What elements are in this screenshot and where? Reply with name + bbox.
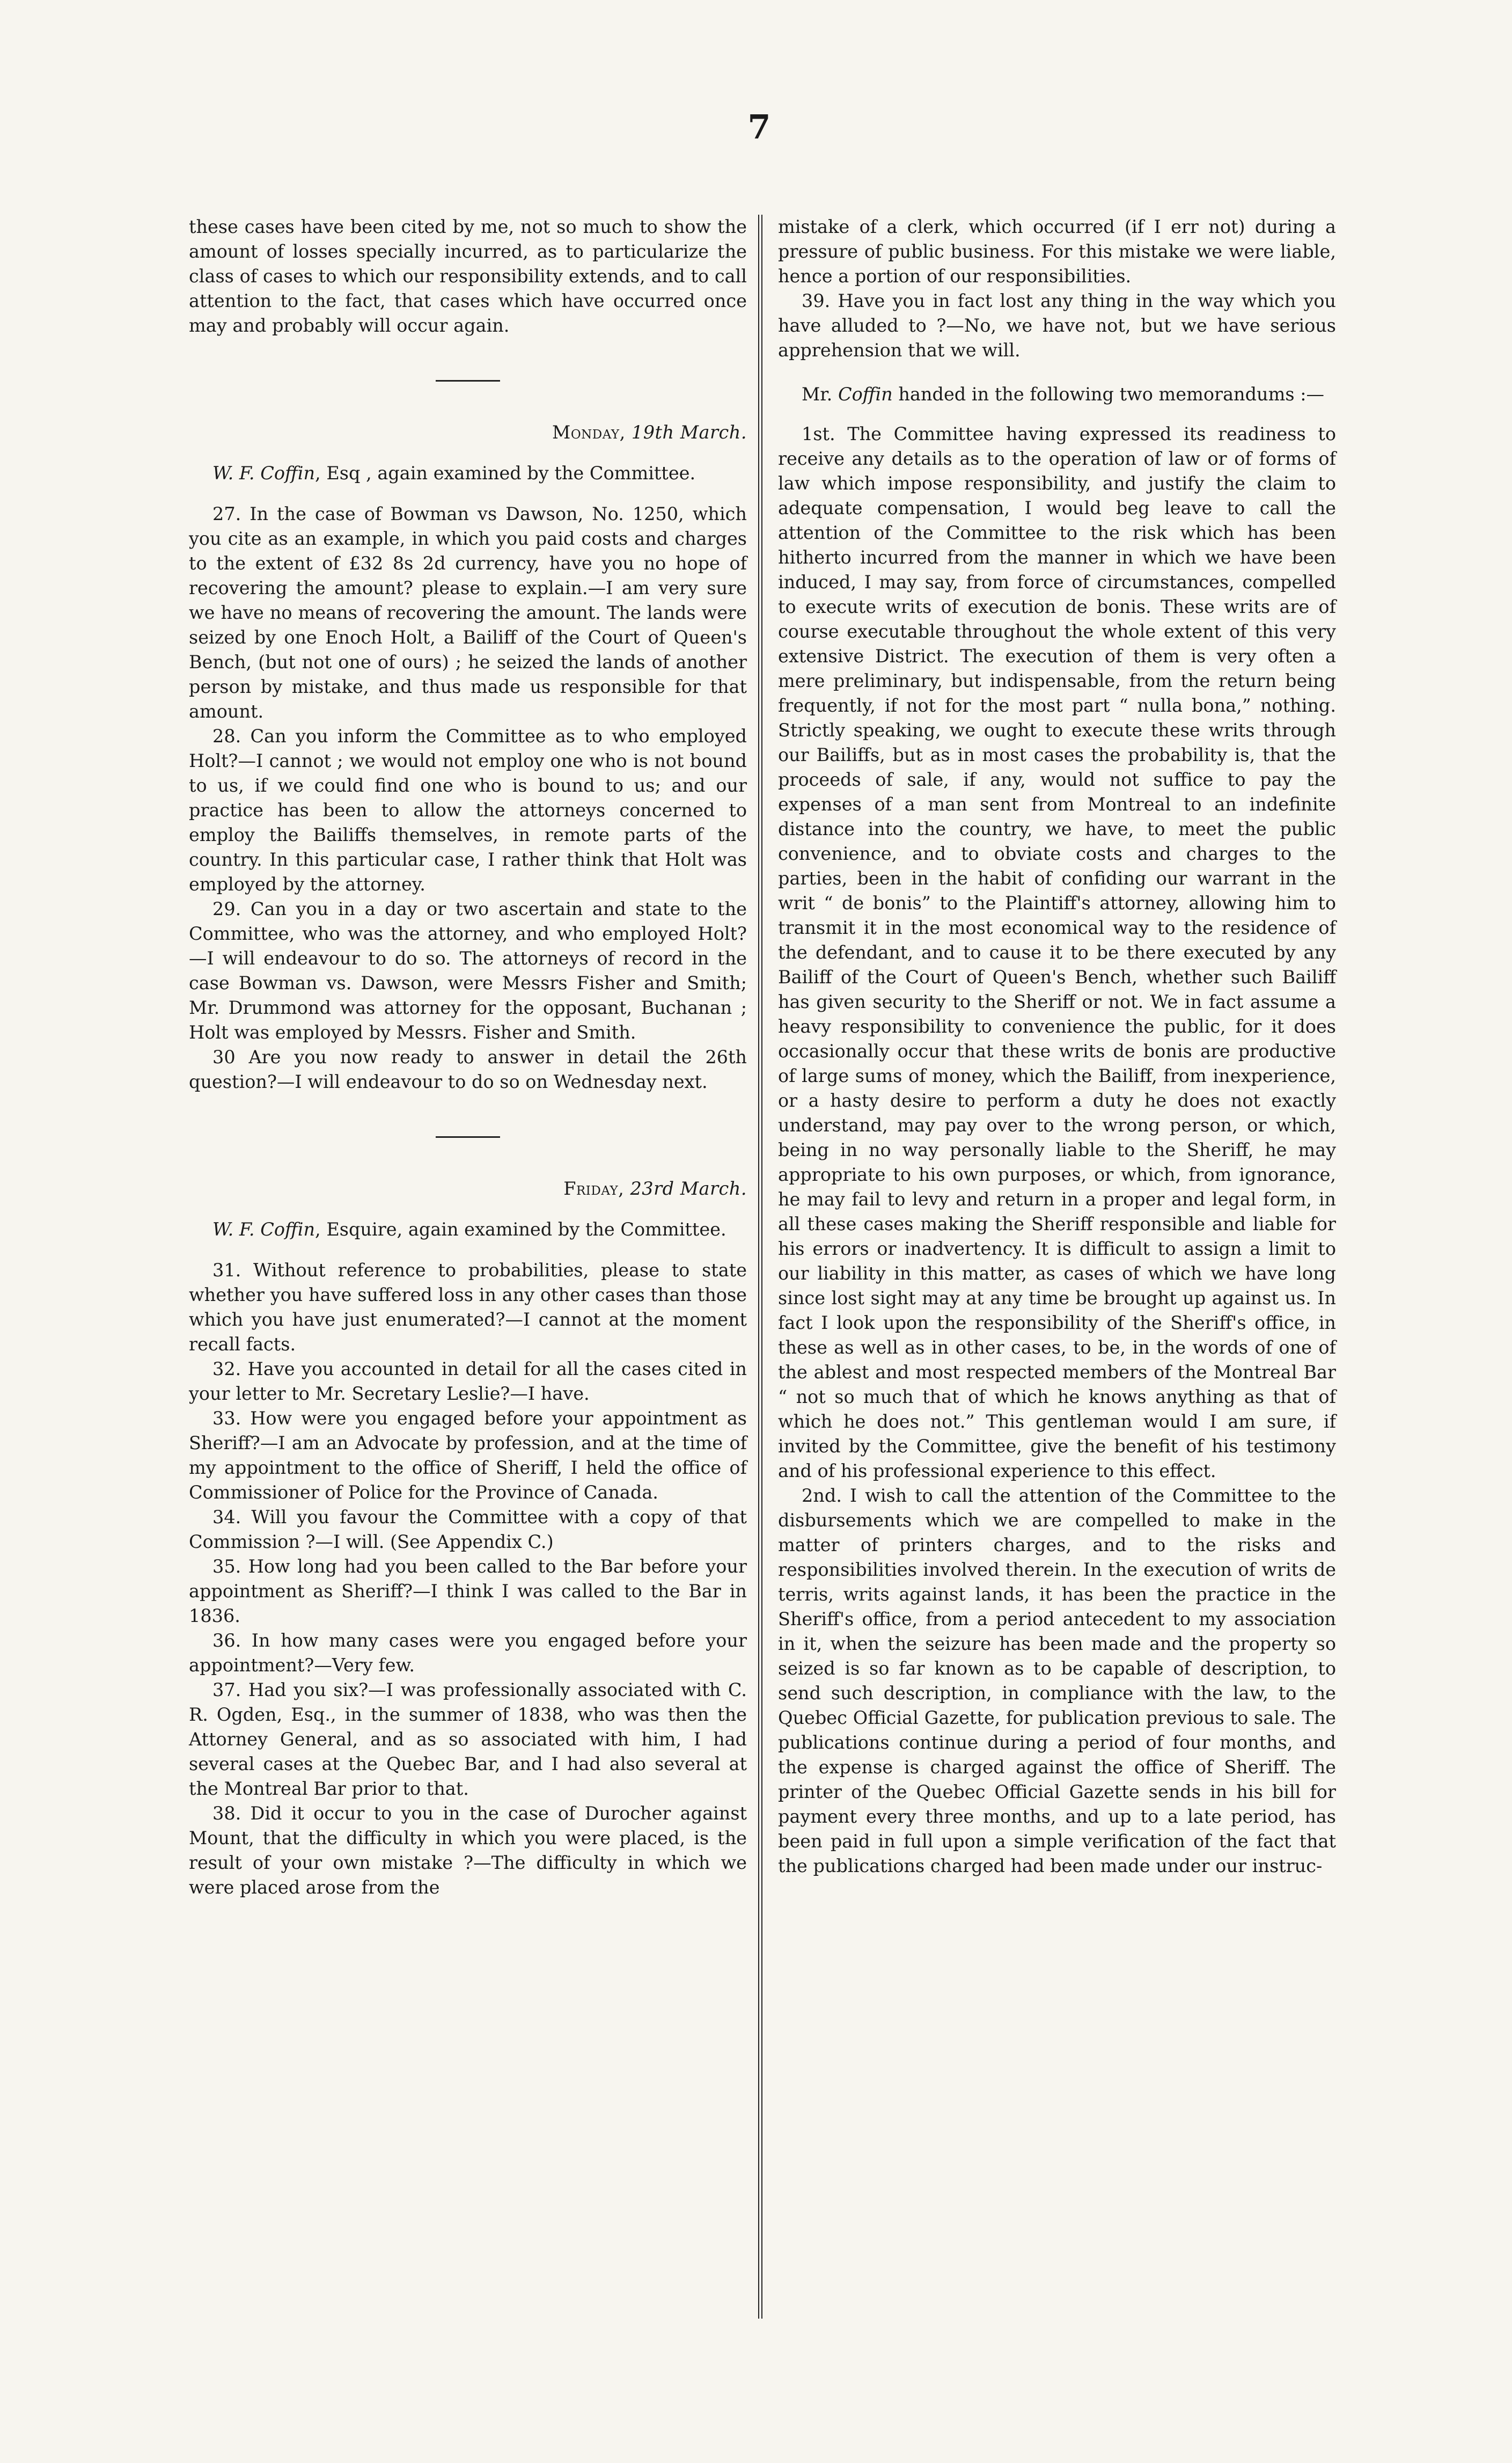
examination-text: , Esq , again examined by the Committee. xyxy=(315,463,696,484)
left-column xyxy=(189,215,747,1900)
question-38: 38. Did it occur to you in the case of Durocher against Mount, that the difficulty in which you were placed, is the result of your own mistake ?—The difficulty in which we were placed arose from the xyxy=(189,1803,747,1898)
section-separator xyxy=(436,1136,500,1138)
question-39: 39. Have you in fact lost any thing in the way which you have alluded to ?—No, we have not, but we have serious apprehension that we will. xyxy=(778,290,1336,361)
continued-paragraph: mistake of a clerk, which occurred (if I err not) during a pressure of public business. For this mistake we were liable, hence a portion of our responsibilities. xyxy=(778,216,1336,287)
memorandum-author: Coffin xyxy=(838,384,893,405)
memorandum-intro: Mr. Coffin handed in the following two memorandums :— xyxy=(802,384,1325,405)
question-35: 35. How long had you been called to the Bar before your appointment as Sheriff?—I think I was called to the Bar in 1836. xyxy=(189,1556,747,1626)
memorandum-first: 1st. The Committee having expressed its readiness to receive any details as to the operation of law or of forms of law which impose responsibility, and justify the claim to adequate compensation, I would beg leave to call the attention of the Committee to the risk which has been hitherto incurred from the manner in which we have been induced, I may say, from force of circumstances, compelled to execute writs of execution de bonis. These writs are of course executable throughout the whole extent of this very extensive District. The execution of them is very often a mere preliminary, but indispensable, from the return being frequently, if not for the most part “ nulla bona,” nothing. Strictly speaking, we ought to execute these writs through our Bailiffs, but as in most cases the probability is, that the proceeds of sale, if any, would not suffice to pay the expenses of a man sent from Montreal to an indefinite distance into the country, we have, to meet the public convenience, and to obviate costs and charges to the parties, been in the habit of confiding our warrant in the writ “ de bonis” to the Plaintiff's attorney, allowing him to transmit it in the most economical way to the residence of the defendant, and to cause it to be there executed by any Bailiff of the Court of Queen's Bench, whether such Bailiff has given security to the Sheriff or not. We in fact assume a heavy responsibility to convenience the public, for it does occasionally occur that these writs de bonis are productive of large sums of money, which the Bailiff, from inexperience, or a hasty desire to perform a duty he does not exactly understand, may pay over to the wrong person, or which, being in no way personally liable to the Sheriff, he may appropriate to his own purposes, or which, from ignorance, he may fail to levy and return in a proper and legal form, in all these cases making the Sheriff responsible and liable for his errors or inadvertency. It is difficult to assign a limit to our liability in this matter, as cases of which we have long since lost sight may at any time be brought up against us. In fact I look upon the responsibility of the Sheriff's office, in these as well as in other cases, to be, in the words of one of the ablest and most respected members of the Montreal Bar “ not so much that of which he knows anything as that of which he does not.” This gentleman would I am sure, if invited by the Committee, give the benefit of his testimony and of his professional experience to this effect. xyxy=(778,423,1336,1481)
question-29: 29. Can you in a day or two ascertain and state to the Committee, who was the attorney, and who employed Holt?—I will endeavour to do so. The attorneys of record in the case Bowman vs. Dawson, were Messrs Fisher and Smith; Mr. Drummond was attorney for the opposant, Buchanan ; Holt was employed by Messrs. Fisher and Smith. xyxy=(189,898,747,1043)
session-date-friday xyxy=(189,1176,747,1201)
question-33: 33. How were you engaged before your appointment as Sheriff?—I am an Advocate by profession, and at the time of my appointment to the office of Sheriff, I held the office of Commissioner of Police for the Province of Canada. xyxy=(189,1408,747,1503)
date-day: Friday, xyxy=(563,1178,630,1199)
intro-paragraph: these cases have been cited by me, not so much to show the amount of losses specially incurred, as to particularize the class of cases to which our responsibility extends, and to call attention to the fact, that cases which have occurred once may and probably will occur again. xyxy=(189,216,747,336)
examination-note xyxy=(189,1217,747,1242)
column-divider xyxy=(758,215,762,2319)
witness-name: W. F. Coffin xyxy=(212,463,315,484)
question-27: 27. In the case of Bowman vs Dawson, No. 1250, which you cite as an example, in which you paid costs and charges to the extent of £32 8s 2d currency, have you no hope of recovering the amount? please to explain.—I am very sure we have no means of recovering the amount. The lands were seized by one Enoch Holt, a Bailiff of the Court of Queen's Bench, (but not one of ours) ; he seized the lands of another person by mistake, and thus made us responsible for that amount. xyxy=(189,503,747,722)
right-column xyxy=(778,215,1336,1879)
date-day-month: 19th March. xyxy=(631,422,747,443)
session-date-monday xyxy=(189,420,747,445)
question-32: 32. Have you accounted in detail for all the cases cited in your letter to Mr. Secretary Leslie?—I have. xyxy=(189,1358,747,1404)
date-day-month: 23rd March. xyxy=(630,1178,747,1199)
question-34: 34. Will you favour the Committee with a copy of that Commission ?—I will. (See Appendix C.) xyxy=(189,1507,747,1552)
question-37: 37. Had you six?—I was professionally associated with C. R. Ogden, Esq., in the summer of 1838, who was then the Attorney General, and as so associated with him, I had several cases at the Quebec Bar, and I had also several at the Montreal Bar prior to that. xyxy=(189,1679,747,1799)
witness-name: W. F. Coffin xyxy=(212,1219,315,1240)
date-day: Monday, xyxy=(552,422,632,443)
question-36: 36. In how many cases were you engaged before your appointment?—Very few. xyxy=(189,1630,747,1676)
memorandum-second: 2nd. I wish to call the attention of the Committee to the disbursements which we are compelled to make in the matter of printers charges, and to the risks and responsibilities involved therein. In the execution of writs de terris, writs against lands, it has been the practice in the Sheriff's office, from a period antecedent to my association in it, when the seizure has been made and the property so seized is so far known as to be capable of description, to send such description, in compliance with the law, to the Quebec Official Gazette, for publication previous to sale. The publications continue during a period of four months, and the expense is charged against the office of Sheriff. The printer of the Quebec Official Gazette sends in his bill for payment every three months, and up to a late period, has been paid in full upon a simple verification of the fact that the publications charged had been made under our instruc- xyxy=(778,1485,1336,1876)
page-number: 7 xyxy=(747,107,771,147)
question-31: 31. Without reference to probabilities, please to state whether you have suffered loss in any other cases than those which you have just enumerated?—I cannot at the moment recall facts. xyxy=(189,1260,747,1355)
examination-note xyxy=(189,461,747,486)
examination-text: , Esquire, again examined by the Committee. xyxy=(315,1219,726,1240)
section-separator xyxy=(436,380,500,382)
question-28: 28. Can you inform the Committee as to who employed Holt?—I cannot ; we would not employ one who is not bound to us, if we could find one who is bound to us; and our practice has been to allow the attorneys concerned to employ the Bailiffs themselves, in remote parts of the country. In this particular case, I rather think that Holt was employed by the attorney. xyxy=(189,726,747,895)
question-30: 30 Are you now ready to answer in detail the 26th question?—I will endeavour to do so on Wednesday next. xyxy=(189,1047,747,1092)
